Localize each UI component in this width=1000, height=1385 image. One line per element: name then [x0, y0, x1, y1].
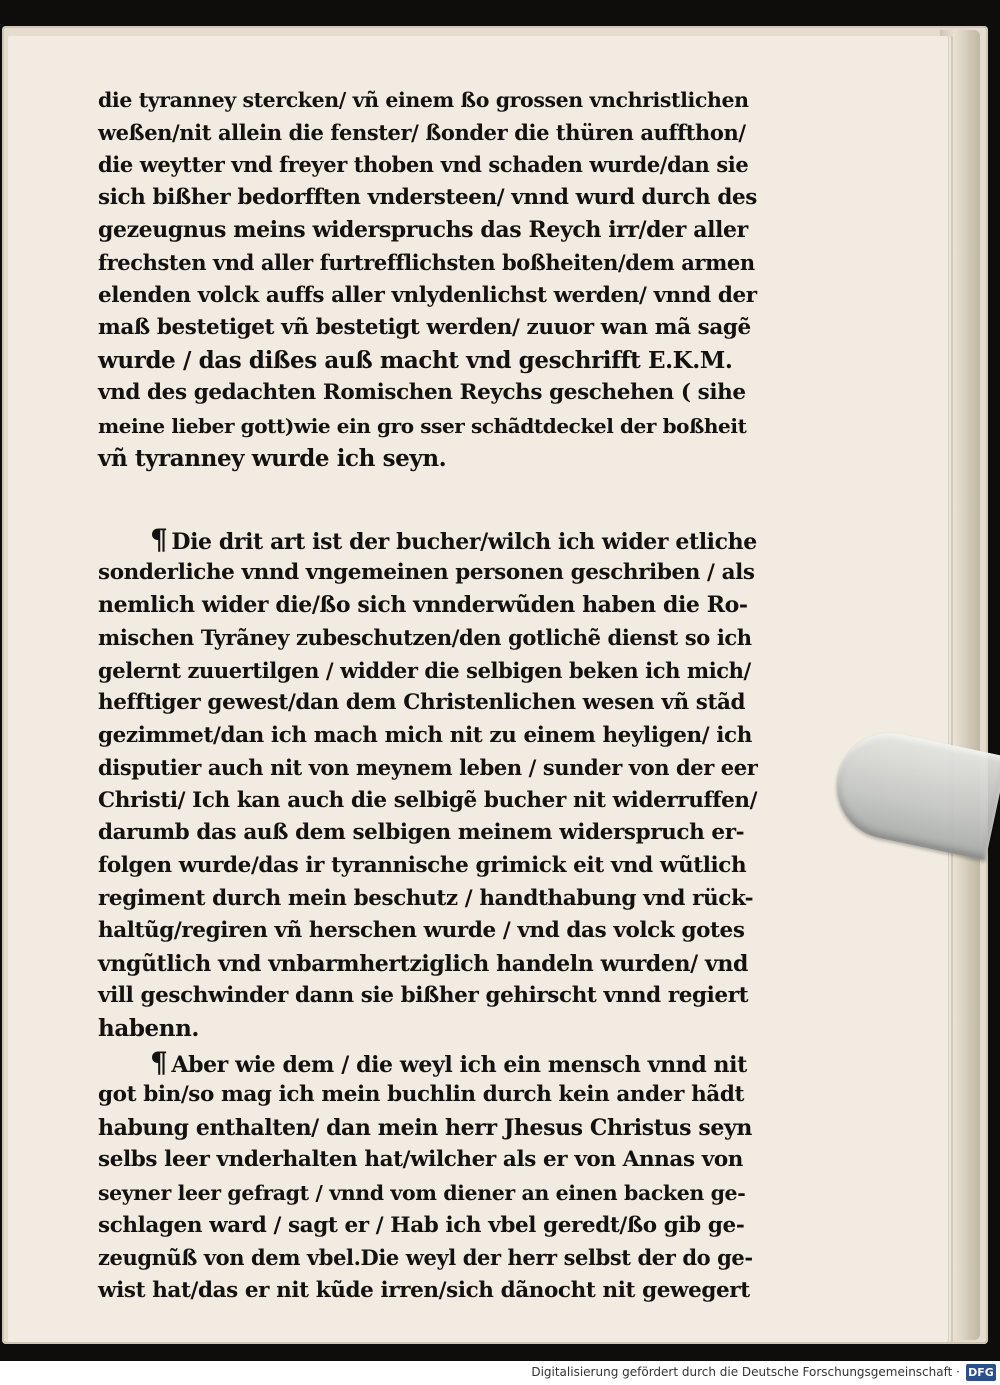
line-text: selbs leer vnderhalten hat/wilcher als er von Annas von	[98, 1147, 743, 1173]
paragraph-gap	[98, 475, 758, 524]
line-text: seyner leer gefragt / vnnd vom diener an einen backen ge-	[98, 1181, 746, 1205]
funding-credit	[531, 1365, 960, 1379]
credit-separator: ·	[956, 1365, 960, 1379]
line-text: die weytter vnd freyer thoben vnd schaden wurde/dan sie	[98, 152, 749, 178]
text-line	[98, 345, 758, 378]
text-line	[98, 785, 758, 818]
text-line	[98, 214, 758, 247]
line-text: darumb das auß dem selbigen meinem widerspruch er-	[98, 820, 745, 846]
line-text: Die drit art ist der bucher/wilch ich wider etliche	[171, 529, 757, 556]
line-text: gezeugnus meins widerspruchs das Reych irr/der aller	[98, 217, 748, 244]
text-line	[98, 589, 758, 622]
line-text: sonderliche vnnd vngemeinen personen geschriben / als	[98, 559, 755, 585]
line-text: wist hat/das er nit kũde irren/sich dãnocht nit gewegert	[98, 1277, 750, 1303]
text-line	[98, 1242, 758, 1275]
text-line	[98, 1275, 758, 1308]
line-text: frechsten vnd aller furtrefflichsten boßheiten/dem armen	[98, 249, 755, 275]
line-text: disputier auch nit von meynem leben / sunder von der eer	[98, 755, 758, 781]
text-line	[98, 84, 758, 117]
text-line	[98, 443, 758, 476]
line-text: regiment durch mein beschutz / handthabung vnd rück-	[98, 885, 754, 911]
text-line	[98, 817, 758, 850]
line-text: habung enthalten/ dan mein herr Jhesus Christus seyn	[98, 1114, 752, 1141]
line-text: schlagen ward / sagt er / Hab ich vbel geredt/ßo gib ge-	[98, 1212, 745, 1238]
footer-bar	[0, 1361, 1000, 1385]
line-text: Aber wie dem / die weyl ich ein mensch vnnd nit	[171, 1051, 747, 1078]
text-line	[98, 980, 758, 1013]
text-line	[98, 149, 758, 182]
paragraph	[98, 84, 758, 475]
text-line	[98, 280, 758, 313]
funding-credit-text: Digitalisierung gefördert durch die Deutsche Forschungsgemeinschaft	[531, 1365, 953, 1379]
text-line	[98, 1210, 758, 1243]
line-text: maß bestetiget vñ bestetigt werden/ zuuor wan mã sagẽ	[98, 315, 751, 341]
text-line	[98, 655, 758, 688]
paragraph	[98, 1047, 758, 1308]
text-line	[98, 182, 758, 215]
text-line	[98, 312, 758, 345]
text-line	[98, 1112, 758, 1145]
line-text: vill geschwinder dann sie bißher gehirscht vnnd regiert	[98, 983, 749, 1009]
text-line	[98, 557, 758, 590]
line-text: vnd des gedachten Romischen Reychs geschehen ( sihe	[98, 380, 746, 406]
line-text: gezimmet/dan ich mach mich nit zu einem heyligen/ ich	[98, 722, 752, 748]
dfg-logo: DFG	[966, 1364, 996, 1381]
paragraph	[98, 524, 758, 1046]
pilcrow-mark: ¶	[150, 523, 168, 557]
text-line	[98, 883, 758, 916]
line-text: Christi/ Ich kan auch die selbigẽ bucher nit widerruffen/	[98, 787, 758, 813]
text-line	[98, 752, 758, 785]
text-line	[98, 247, 758, 280]
line-text: nemlich wider die/ßo sich vnnderwũden haben die Ro-	[98, 592, 748, 619]
line-text: zeugnũß von dem vbel.Die weyl der herr selbst der do ge-	[98, 1245, 753, 1271]
text-line	[98, 622, 758, 655]
text-line	[98, 1047, 758, 1080]
document-body	[98, 84, 758, 1307]
line-text: vngũtlich vnd vnbarmhertziglich handeln wurden/ vnd	[98, 950, 748, 977]
text-line	[98, 524, 758, 557]
line-text: gelernt zuuertilgen / widder die selbigen beken ich mich/	[98, 657, 751, 683]
text-line	[98, 948, 758, 981]
text-line	[98, 117, 758, 150]
pilcrow-mark: ¶	[150, 1045, 168, 1079]
text-line	[98, 720, 758, 753]
text-line	[98, 410, 758, 443]
line-text: die tyranney stercken/ vñ einem ßo grossen vnchristlichen	[98, 88, 749, 112]
text-line	[98, 1079, 758, 1112]
line-text: got bin/so mag ich mein buchlin durch kein ander hãdt	[98, 1082, 745, 1108]
line-text: mischen Tyrãney zubeschutzen/den gotlichẽ dienst so ich	[98, 624, 752, 650]
line-text: wurde / das dißes auß macht vnd geschrifft E.K.M.	[98, 346, 733, 374]
text-line	[98, 850, 758, 883]
line-text: weßen/nit allein die fenster/ ßonder die thüren auffthon/	[98, 119, 746, 145]
text-line	[98, 377, 758, 410]
line-text: haltũg/regiren vñ herschen wurde / vnd das volck gotes	[98, 918, 745, 944]
text-line	[98, 1013, 758, 1046]
line-text: hefftiger gewest/dan dem Christenlichen wesen vñ stãd	[98, 690, 746, 716]
text-line	[98, 1177, 758, 1210]
line-text: vñ tyranney wurde ich seyn.	[98, 444, 447, 472]
text-line	[98, 1144, 758, 1177]
line-text: elenden volck auffs aller vnlydenlichst werden/ vnnd der	[98, 282, 757, 308]
text-line	[98, 687, 758, 720]
line-text: meine lieber gott)wie ein gro sser schãdtdeckel der boßheit	[98, 413, 747, 438]
line-text: sich bißher bedorfften vndersteen/ vnnd wurd durch des	[98, 184, 757, 210]
line-text: habenn.	[98, 1015, 199, 1043]
text-line	[98, 915, 758, 948]
line-text: folgen wurde/das ir tyrannische grimick eit vnd wũtlich	[98, 853, 747, 879]
